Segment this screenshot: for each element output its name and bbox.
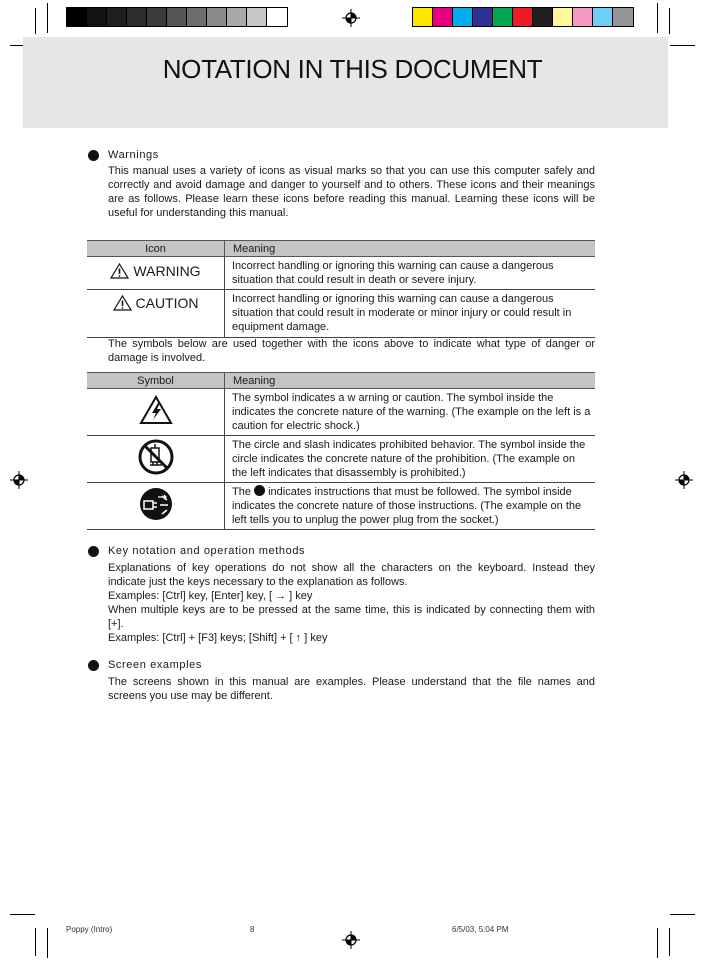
color-swatch [87, 8, 107, 26]
symbol-meaning-shock: The symbol indicates a w arning or caution. The symbol inside the indicates the concrete nature of the warning. (The example on the left is a caution for electric shock.) [225, 389, 596, 436]
section-bullet [88, 150, 99, 161]
grayscale-color-bar [66, 7, 288, 27]
meaning-column-header: Meaning [225, 373, 596, 389]
crop-mark [669, 928, 670, 956]
footer-page-number: 8 [250, 925, 255, 934]
crop-mark [35, 928, 36, 956]
symbols-intro: The symbols below are used together with the icons above to indicate what type of danger or damage is involved. [108, 338, 595, 364]
warnings-heading: Warnings [108, 149, 159, 161]
filled-circle-icon [254, 485, 265, 496]
warning-triangle-icon [113, 295, 132, 311]
table-row [87, 389, 595, 436]
color-swatch [227, 8, 247, 26]
screens-text: The screens shown in this manual are examples. Please understand that the file names and screens you use may be different. [108, 676, 595, 702]
color-swatch [67, 8, 87, 26]
caution-signal [113, 295, 199, 311]
color-swatch [453, 8, 473, 26]
crop-mark [47, 3, 48, 33]
process-color-bar [412, 7, 634, 27]
keys-heading: Key notation and operation methods [108, 545, 306, 557]
keys-paragraph-1: Explanations of key operations do not show all the characters on the keyboard. Instead they indicate just the keys necessary to the explanation as follows. [108, 562, 595, 588]
warning-triangle-icon [110, 263, 129, 279]
crop-mark [670, 914, 695, 915]
color-swatch [167, 8, 187, 26]
color-swatch [433, 8, 453, 26]
electric-shock-triangle-icon [139, 395, 173, 425]
color-swatch [187, 8, 207, 26]
color-swatch [127, 8, 147, 26]
registration-mark-icon [675, 471, 693, 489]
color-swatch [553, 8, 573, 26]
crop-mark [47, 928, 48, 958]
footer-timestamp: 6/5/03, 5:04 PM [452, 925, 509, 934]
symbol-meaning-instruction [225, 483, 596, 530]
crop-mark [669, 8, 670, 34]
keys-example-2: Examples: [Ctrl] + [F3] keys; [Shift] + [ ↑ ] key [108, 632, 328, 644]
color-swatch [107, 8, 127, 26]
warning-label: WARNING [133, 263, 201, 279]
instruction-text-after: indicates instructions that must be followed. The symbol inside indicates the concrete nature of those instructions. (The example on the left tells you to unplug the power plug from the socket.) [232, 486, 582, 526]
unplug-power-icon [138, 486, 174, 522]
table-header-row [87, 241, 595, 257]
table-row [87, 257, 595, 290]
registration-mark-icon [342, 931, 360, 949]
footer-file-name: Poppy (Intro) [66, 925, 113, 934]
caution-label: CAUTION [135, 295, 199, 311]
table-header-row [87, 373, 595, 389]
symbol-table [87, 372, 595, 530]
screens-heading: Screen examples [108, 659, 202, 671]
page-title: NOTATION IN THIS DOCUMENT [162, 54, 543, 84]
color-swatch [493, 8, 513, 26]
color-swatch [613, 8, 633, 26]
color-swatch [267, 8, 287, 26]
section-bullet [88, 660, 99, 671]
icon-column-header: Icon [87, 241, 225, 257]
warning-meaning: Incorrect handling or ignoring this warning can cause a dangerous situation that could result in death or severe injury. [225, 257, 596, 290]
meaning-column-header: Meaning [225, 241, 596, 257]
section-bullet [88, 546, 99, 557]
table-row [87, 290, 595, 338]
warning-signal [110, 263, 200, 279]
color-swatch [573, 8, 593, 26]
color-swatch [473, 8, 493, 26]
color-swatch [593, 8, 613, 26]
crop-mark [35, 8, 36, 34]
color-swatch [413, 8, 433, 26]
keys-example-1: Examples: [Ctrl] key, [Enter] key, [ → ] key [108, 590, 313, 602]
color-swatch [533, 8, 553, 26]
crop-mark [10, 914, 35, 915]
registration-mark-icon [342, 9, 360, 27]
warnings-intro: This manual uses a variety of icons as visual marks so that you can use this computer safely and correctly and avoid damage and danger to yourself and to others. These icons and their meanings are as follows. Please learn these icons before reading this manual. Learning these icons will be useful for understanding this manual. [108, 165, 595, 219]
color-swatch [513, 8, 533, 26]
crop-mark [657, 3, 658, 33]
crop-mark [657, 928, 658, 958]
no-disassembly-icon [137, 438, 175, 476]
icon-table [87, 240, 595, 338]
color-swatch [247, 8, 267, 26]
symbol-column-header: Symbol [87, 373, 225, 389]
color-swatch [207, 8, 227, 26]
caution-meaning: Incorrect handling or ignoring this warning can cause a dangerous situation that could result in moderate or minor injury or could result in equipment damage. [225, 290, 596, 338]
crop-mark [670, 45, 695, 46]
color-swatch [147, 8, 167, 26]
instruction-text-before: The [232, 486, 255, 498]
table-row [87, 436, 595, 483]
keys-paragraph-2: When multiple keys are to be pressed at the same time, this is indicated by connecting them with [+]. [108, 604, 595, 630]
symbol-meaning-prohibited: The circle and slash indicates prohibited behavior. The symbol inside the circle indicates the concrete nature of the prohibition. (The example on the left indicates that disassembly is prohibited.) [225, 436, 596, 483]
table-row [87, 483, 595, 530]
registration-mark-icon [10, 471, 28, 489]
